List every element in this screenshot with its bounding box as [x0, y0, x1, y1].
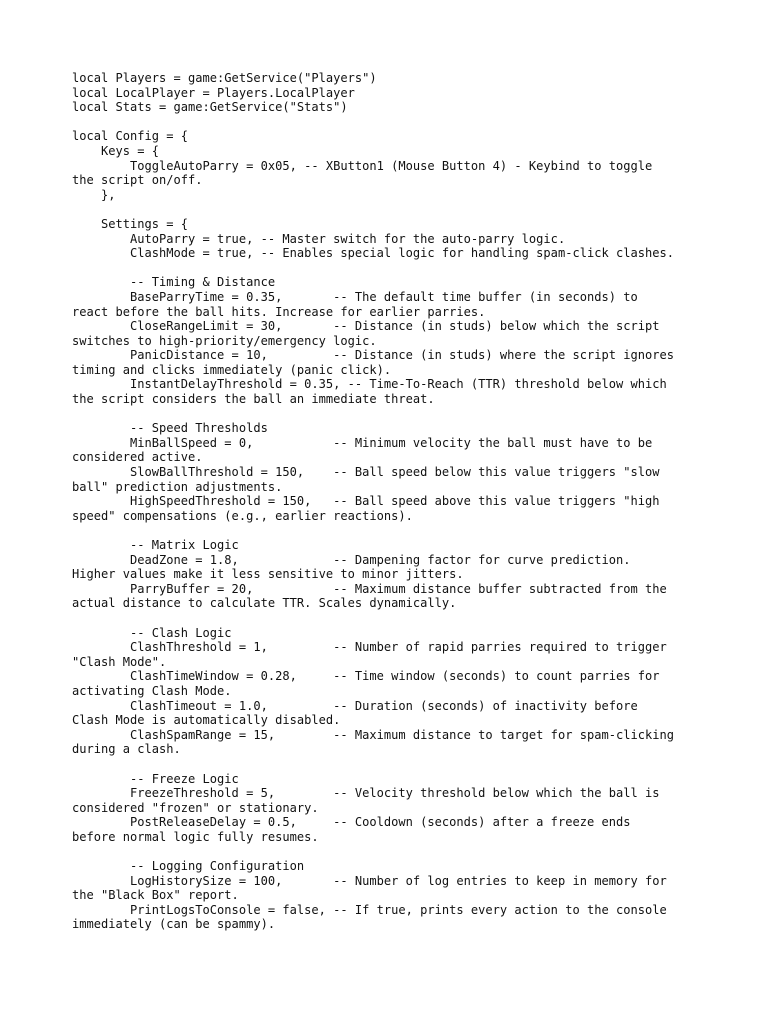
code-line: PostReleaseDelay = 0.5, -- Cooldown (seconds) after a freeze ends: [72, 815, 631, 830]
code-line: ball" prediction adjustments.: [72, 479, 283, 494]
code-line: [72, 844, 702, 859]
code-line: BaseParryTime = 0.35, -- The default time buffer (in seconds) to: [72, 289, 638, 304]
code-line: considered "frozen" or stationary.: [72, 800, 319, 815]
code-line: [72, 202, 702, 217]
code-line: the script on/off.: [72, 173, 203, 188]
code-line: PanicDistance = 10, -- Distance (in studs) where the script ignores: [72, 348, 674, 363]
code-line: speed" compensations (e.g., earlier reactions).: [72, 508, 413, 523]
code-line: timing and clicks immediately (panic click).: [72, 362, 392, 377]
code-line: SlowBallThreshold = 150, -- Ball speed below this value triggers "slow: [72, 465, 660, 480]
code-line: local Config = {: [72, 129, 189, 144]
code-line: FreezeThreshold = 5, -- Velocity threshold below which the ball is: [72, 786, 660, 801]
code-line: the "Black Box" report.: [72, 888, 239, 903]
code-line: Higher values make it less sensitive to minor jitters.: [72, 567, 464, 582]
code-line: ParryBuffer = 20, -- Maximum distance buffer subtracted from the: [72, 581, 667, 596]
code-line: },: [72, 187, 116, 202]
code-line: InstantDelayThreshold = 0.35, -- Time-To-Reach (TTR) threshold below which: [72, 377, 667, 392]
code-line: react before the ball hits. Increase for earlier parries.: [72, 304, 486, 319]
code-line: ClashMode = true, -- Enables special logic for handling spam-click clashes.: [72, 246, 674, 261]
code-line: the script considers the ball an immediate threat.: [72, 392, 435, 407]
code-line: Settings = {: [72, 216, 189, 231]
code-line: LogHistorySize = 100, -- Number of log entries to keep in memory for: [72, 873, 667, 888]
code-line: ClashSpamRange = 15, -- Maximum distance to target for spam-clicking: [72, 727, 674, 742]
code-line: -- Speed Thresholds: [72, 421, 268, 436]
code-line: DeadZone = 1.8, -- Dampening factor for curve prediction.: [72, 552, 631, 567]
code-line: [72, 261, 702, 276]
code-line: AutoParry = true, -- Master switch for the auto-parry logic.: [72, 231, 566, 246]
code-line: -- Clash Logic: [72, 625, 232, 640]
code-line: -- Matrix Logic: [72, 538, 239, 552]
code-line: ClashTimeout = 1.0, -- Duration (seconds) of inactivity before: [72, 698, 638, 713]
code-line: -- Logging Configuration: [72, 859, 305, 874]
code-line: ToggleAutoParry = 0x05, -- XButton1 (Mouse Button 4) - Keybind to toggle: [72, 158, 653, 173]
code-line: [72, 611, 702, 626]
code-line: CloseRangeLimit = 30, -- Distance (in studs) below which the script: [72, 319, 660, 334]
code-line: ClashThreshold = 1, -- Number of rapid parries required to trigger: [72, 640, 667, 655]
code-line: switches to high-priority/emergency logic.: [72, 333, 377, 348]
code-document: [72, 71, 702, 932]
code-line: "Clash Mode".: [72, 654, 167, 669]
code-line: actual distance to calculate TTR. Scales dynamically.: [72, 596, 457, 611]
code-line: immediately (can be spammy).: [72, 917, 276, 932]
code-line: -- Timing & Distance: [72, 275, 276, 290]
code-line: MinBallSpeed = 0, -- Minimum velocity the ball must have to be: [72, 435, 653, 450]
code-line: activating Clash Mode.: [72, 683, 232, 698]
code-line: [72, 523, 702, 538]
code-line: before normal logic fully resumes.: [72, 829, 319, 844]
code-line: Clash Mode is automatically disabled.: [72, 713, 341, 728]
code-line: HighSpeedThreshold = 150, -- Ball speed above this value triggers "high: [72, 494, 660, 509]
code-line: during a clash.: [72, 742, 181, 757]
code-line: local Stats = game:GetService("Stats"): [72, 100, 348, 115]
code-line: Keys = {: [72, 143, 160, 158]
code-line: [72, 407, 702, 422]
code-line: [72, 115, 702, 130]
code-line: [72, 757, 702, 772]
code-line: PrintLogsToConsole = false, -- If true, prints every action to the console: [72, 902, 667, 917]
code-line: ClashTimeWindow = 0.28, -- Time window (seconds) to count parries for: [72, 669, 660, 684]
code-line: -- Freeze Logic: [72, 771, 239, 786]
code-line: local LocalPlayer = Players.LocalPlayer: [72, 85, 355, 100]
code-line: considered active.: [72, 450, 203, 465]
code-line: local Players = game:GetService("Players"): [72, 71, 377, 85]
